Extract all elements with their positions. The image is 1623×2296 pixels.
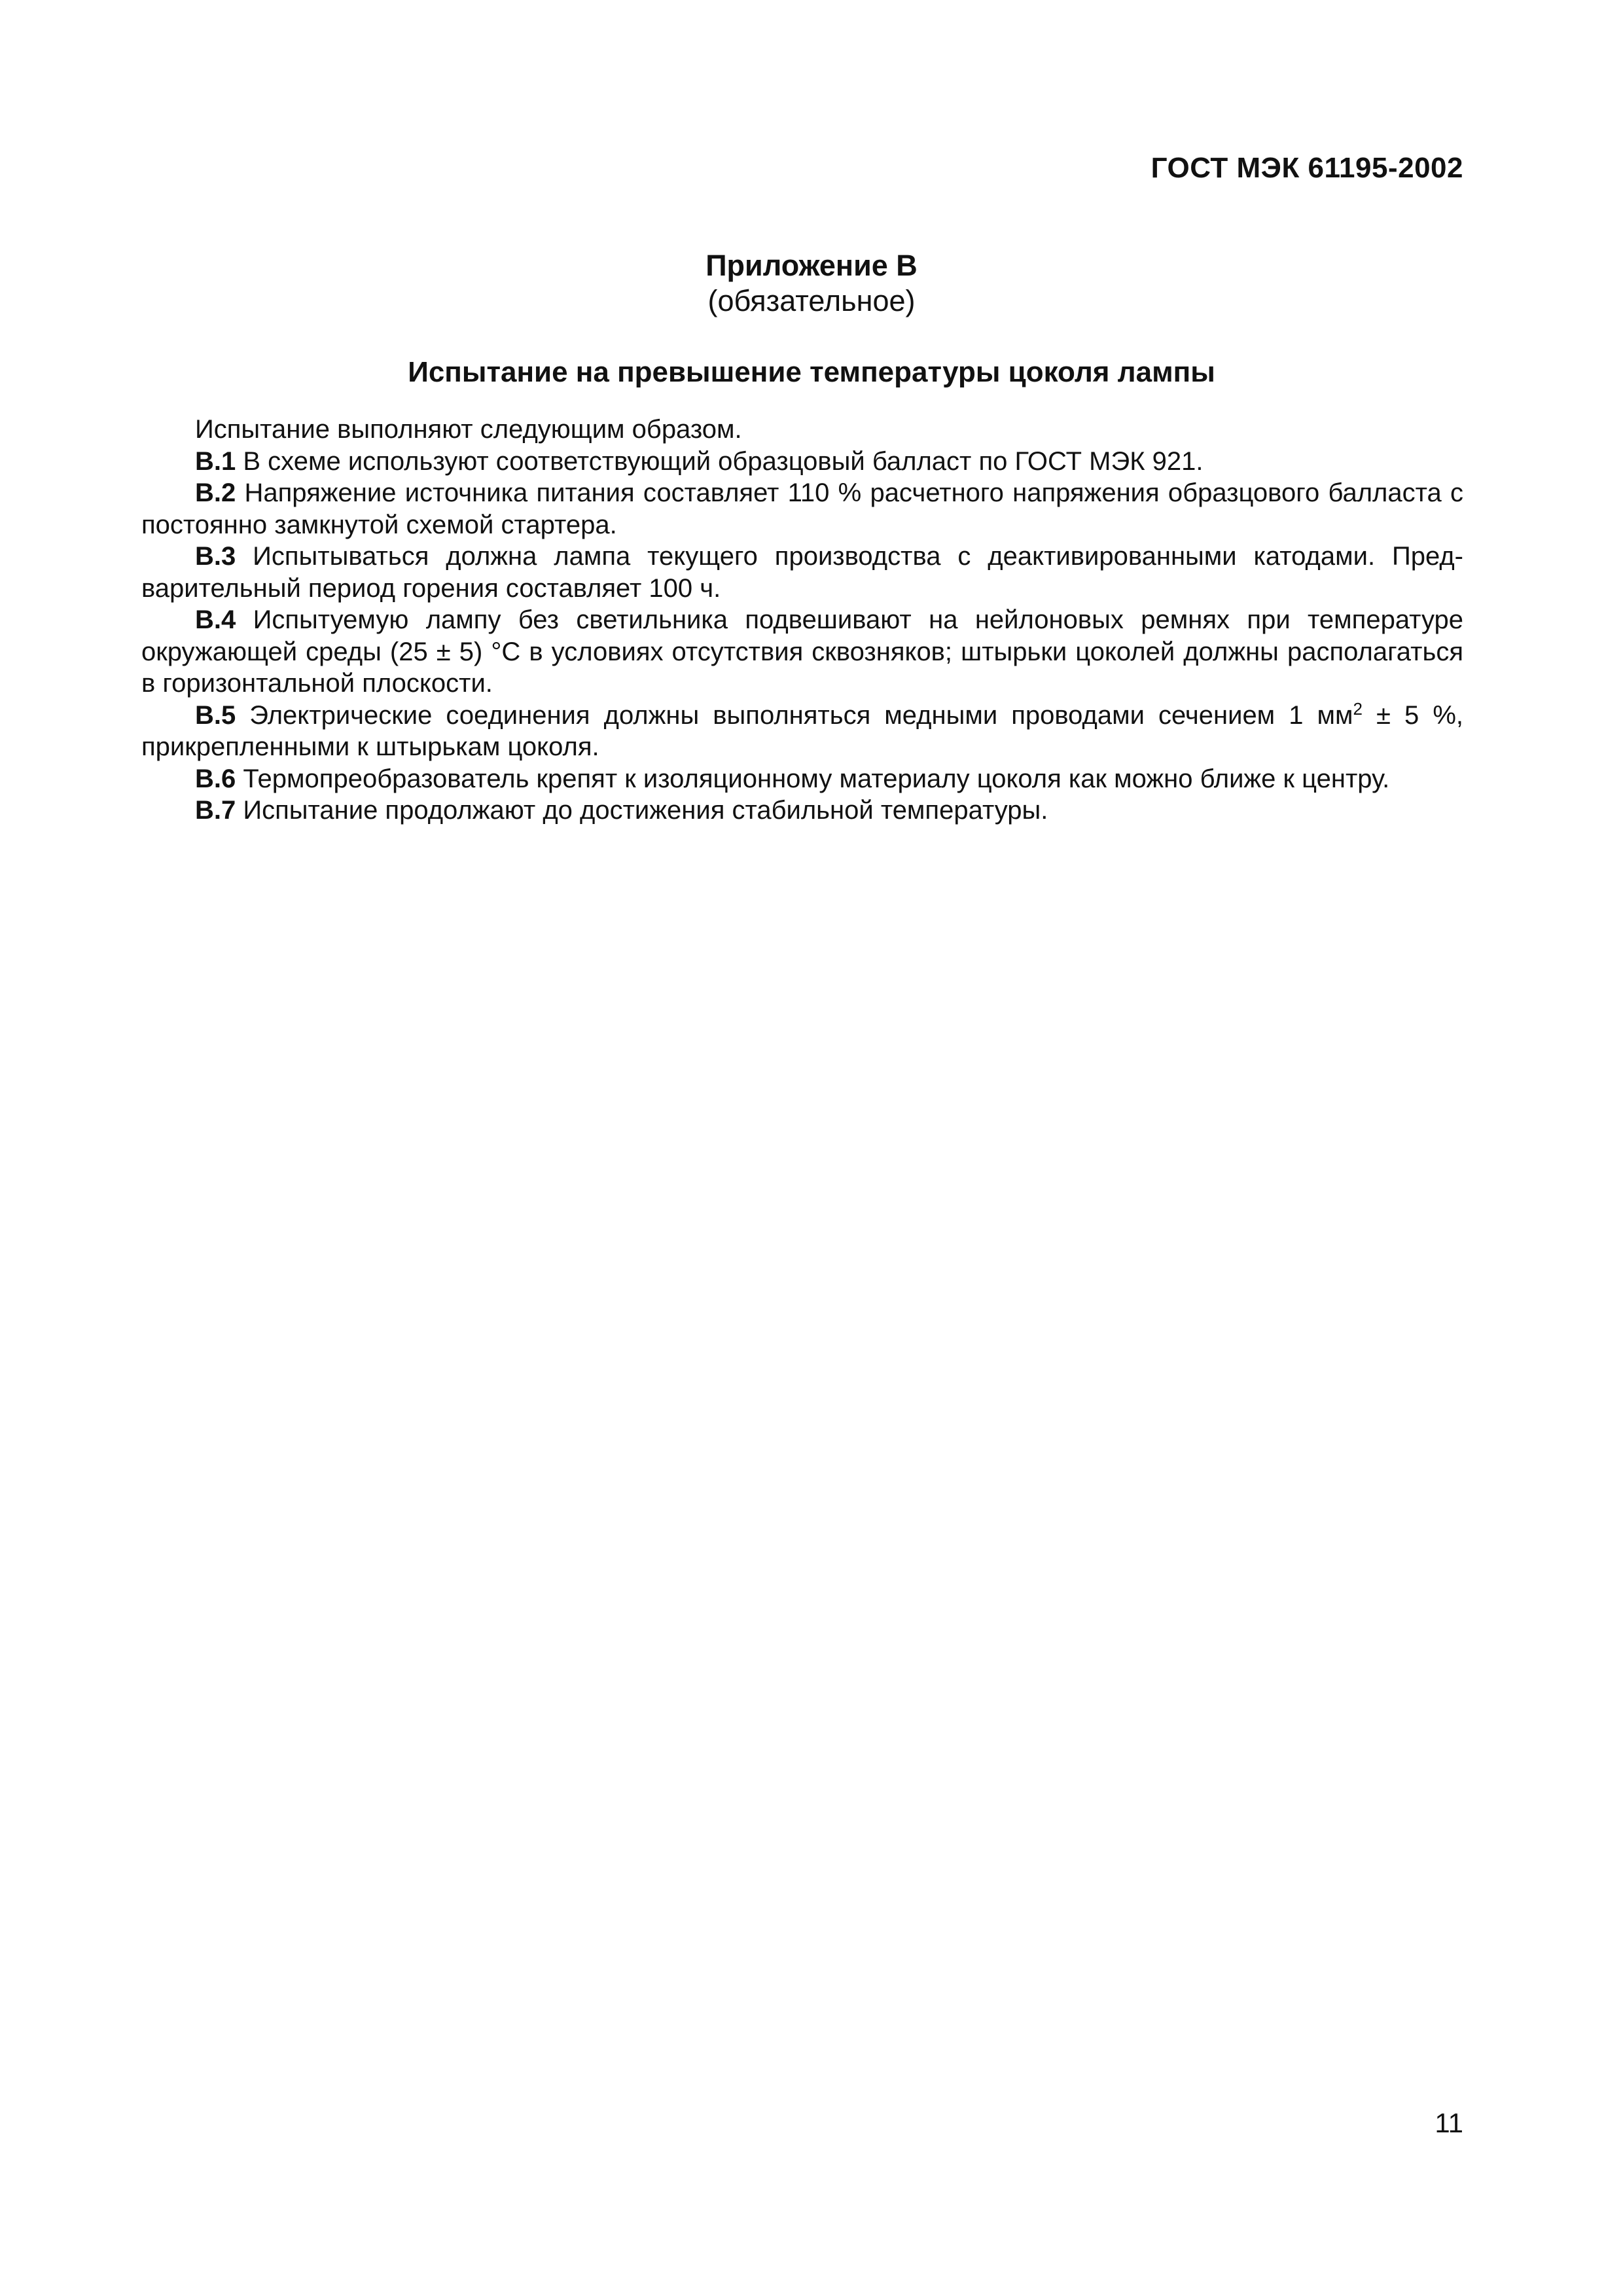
paragraph-text: Испытание выполняют следующим образом.: [195, 415, 742, 444]
paragraph-text: Электрические соединения должны выполняться медными проводами сечением 1 мм: [236, 700, 1353, 730]
paragraph-b4: [141, 604, 1463, 700]
paragraph-text: В схеме используют соответствующий образцовый балласт по ГОСТ МЭК 921.: [236, 446, 1204, 476]
appendix-status: (обязательное): [707, 284, 916, 317]
paragraph-number: В.2: [195, 478, 236, 507]
paragraph-number: В.5: [195, 700, 236, 730]
section-title: Испытание на превышение температуры цоколя лампы: [408, 356, 1215, 388]
paragraph-text: Испытание продолжают до достижения стабильной температуры.: [236, 796, 1048, 825]
paragraph-b7: [141, 795, 1463, 827]
paragraph-b1: [141, 446, 1463, 478]
appendix-title: Приложение В: [705, 249, 918, 282]
paragraph-number: В.7: [195, 796, 236, 825]
paragraph-text: Испытываться должна лампа текущего производства с деактивированными катодами. Предварительный период горения составляет 100 ч.: [141, 542, 1463, 603]
paragraph-b5: [141, 700, 1463, 763]
superscript: 2: [1353, 698, 1363, 719]
paragraph-text: Термопреобразователь крепят к изоляционному материалу цоколя как можно ближе к центру.: [236, 764, 1390, 793]
paragraph-b6: [141, 763, 1463, 795]
paragraph-number: В.3: [195, 542, 236, 571]
paragraph-text: Напряжение источника питания составляет 110 % расчетного напряжения образцового балласта с постоянно замкнутой схемой стартера.: [141, 478, 1463, 539]
page-number: 11: [1435, 2108, 1463, 2138]
paragraph-intro: [141, 414, 1463, 446]
paragraph-b2: [141, 477, 1463, 541]
paragraph-text: Испытуемую лампу без светильника подвешивают на нейлоновых ремнях при температуре окружающей среды (25 ± 5) °С в условиях отсутствия сквозняков; штырьки цоколей должны располагаться в горизонтальной плоскости.: [141, 605, 1463, 698]
paragraph-number: В.6: [195, 764, 236, 793]
body-text: [141, 414, 1463, 827]
paragraph-number: В.4: [195, 605, 236, 634]
paragraph-number: В.1: [195, 446, 236, 476]
paragraph-b3: [141, 541, 1463, 604]
paragraph-text-continued: ± 5 %, прикрепленными к штырькам цоколя.: [141, 700, 1464, 761]
document-id: ГОСТ МЭК 61195-2002: [1150, 152, 1463, 184]
